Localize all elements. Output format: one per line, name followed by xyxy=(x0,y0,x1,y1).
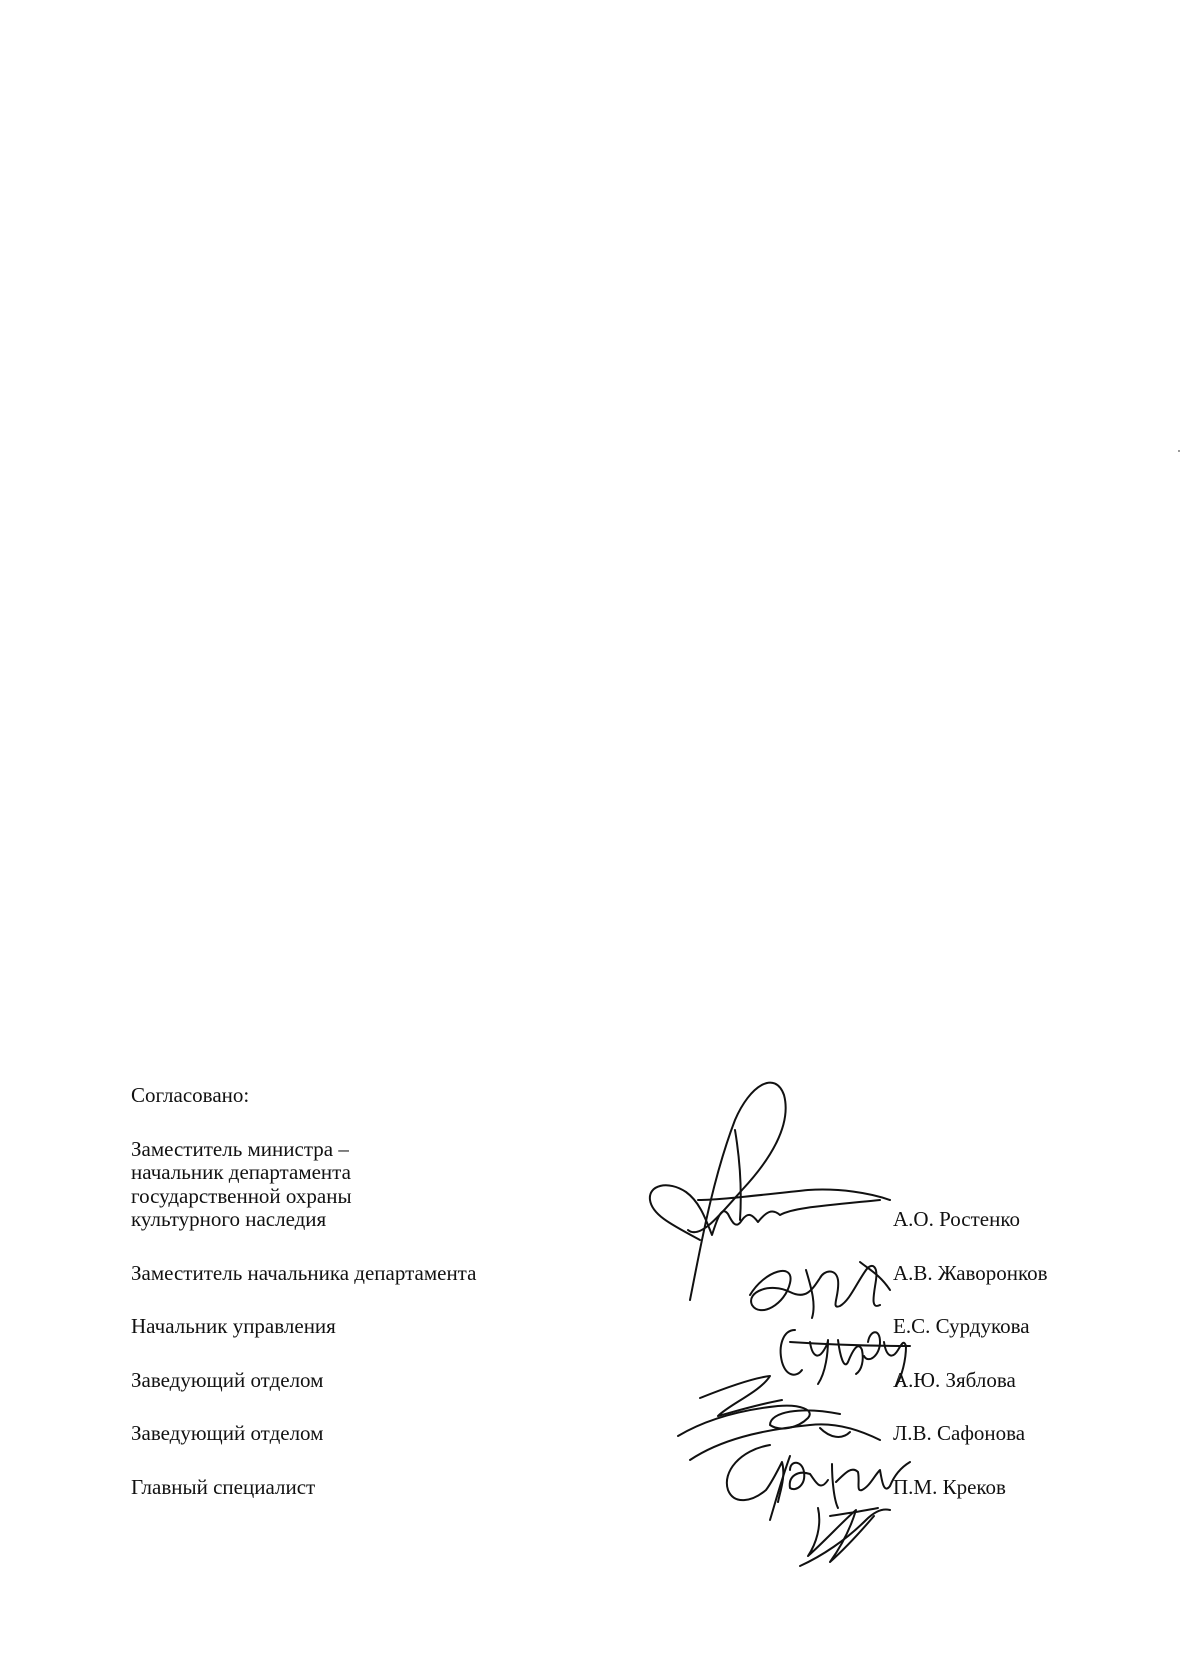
approval-block xyxy=(131,1084,1131,1499)
signatory-name: А.В. Жаворонков xyxy=(893,1260,1048,1285)
position-title xyxy=(131,1369,691,1393)
approval-list xyxy=(131,1138,1131,1500)
position-line: Главный специалист xyxy=(131,1474,316,1499)
approval-row xyxy=(131,1476,1131,1500)
position-line: государственной охраны xyxy=(131,1183,352,1208)
approval-row xyxy=(131,1315,1131,1339)
position-title xyxy=(131,1138,691,1232)
position-line: начальник департамента xyxy=(131,1160,351,1184)
position-title xyxy=(131,1315,691,1339)
approval-row xyxy=(131,1369,1131,1393)
position-title xyxy=(131,1476,691,1500)
position-line: Начальник управления xyxy=(131,1314,336,1338)
position-line: культурного наследия xyxy=(131,1207,327,1231)
signature-krekov xyxy=(800,1508,890,1566)
position-line: Заместитель министра – xyxy=(131,1136,349,1161)
approval-row xyxy=(131,1262,1131,1286)
position-line: Заведующий отделом xyxy=(131,1367,324,1392)
signatory-name: А.Ю. Зяблова xyxy=(893,1367,1016,1392)
approval-row xyxy=(131,1138,1131,1232)
signatory-name: П.М. Креков xyxy=(893,1474,1006,1499)
position-line: Заведующий отделом xyxy=(131,1421,324,1445)
position-title xyxy=(131,1262,691,1286)
approval-row xyxy=(131,1422,1131,1446)
signatory-name: А.О. Ростенко xyxy=(893,1207,1020,1231)
scan-speck xyxy=(1178,450,1180,452)
approval-heading: Согласовано: xyxy=(131,1083,250,1107)
signatory-name: Л.В. Сафонова xyxy=(893,1421,1026,1445)
position-title xyxy=(131,1422,691,1446)
signatory-name: Е.С. Сурдукова xyxy=(893,1314,1030,1338)
position-line: Заместитель начальника департамента xyxy=(131,1260,477,1285)
